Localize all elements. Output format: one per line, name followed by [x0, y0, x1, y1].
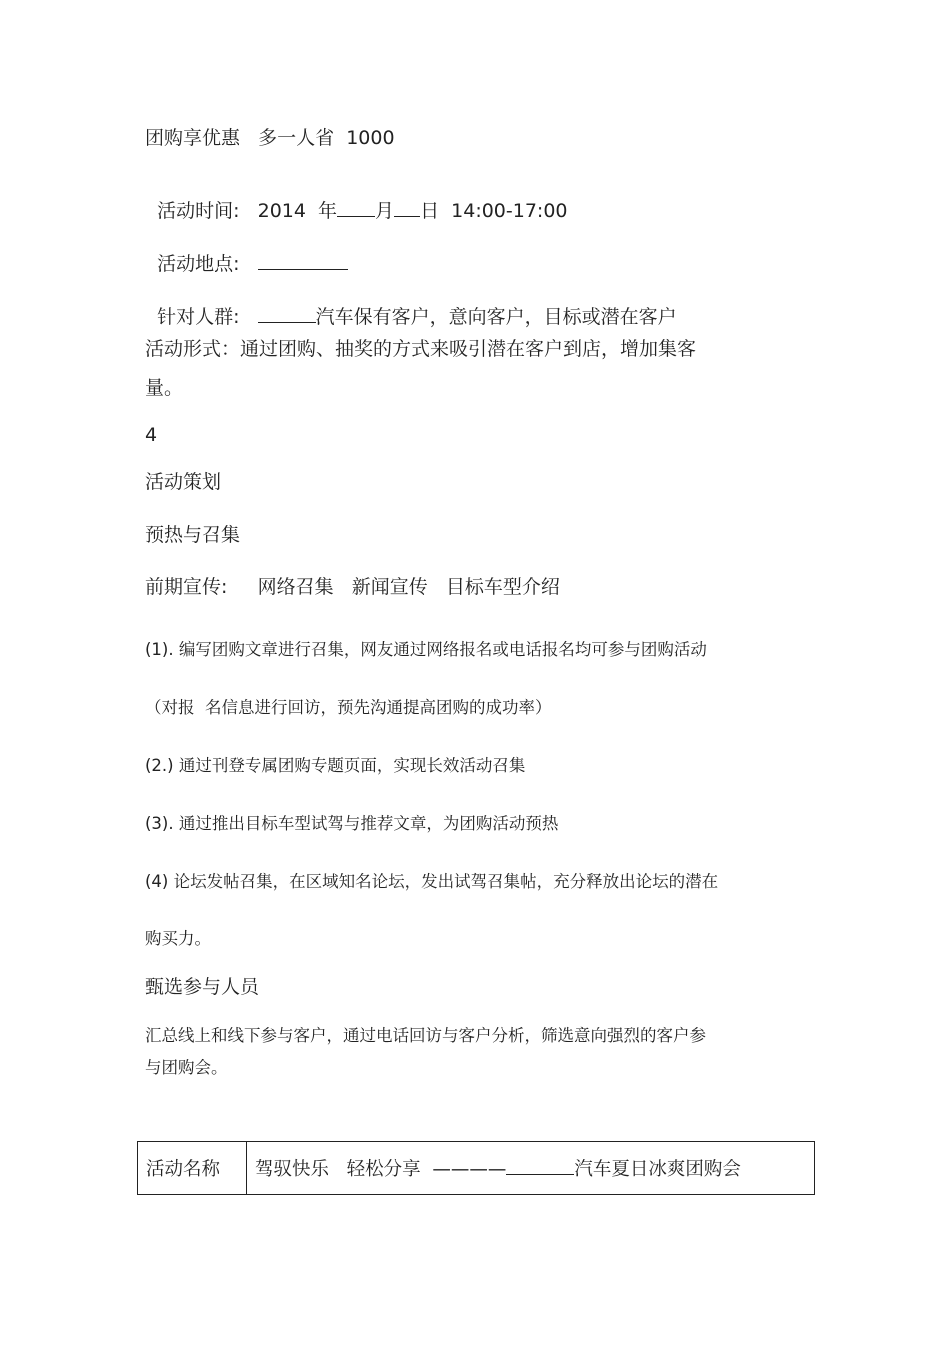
list-item-cont: 购买力。: [145, 929, 211, 948]
event-time-label: 活动时间: 2014 年: [157, 200, 338, 222]
event-format-line: 活动形式：通过团购、抽奖的方式来吸引潜在客户到店，增加集客: [145, 338, 697, 360]
subsection-heading: 甄选参与人员: [145, 976, 260, 998]
event-format-line-cont: 量。: [145, 377, 184, 399]
paragraph: 汇总线上和线下参与客户，通过电话回访与客户分析，筛选意向强烈的客户参: [145, 1026, 706, 1045]
audience-blank: [258, 306, 316, 323]
event-name-table: [137, 1141, 815, 1195]
event-location-line: [145, 234, 348, 274]
day-blank: [394, 200, 420, 217]
promotion-line: 前期宣传: 网络召集 新闻宣传 目标车型介绍: [145, 576, 560, 598]
section-heading: 活动策划: [145, 471, 222, 493]
target-audience-line: [145, 287, 677, 327]
subsection-heading: 预热与召集: [145, 524, 241, 546]
month-label: 月: [375, 200, 395, 222]
list-item: (2.) 通过刊登专属团购专题页面，实现长效活动召集: [145, 756, 526, 775]
discount-line: 团购享优惠 多一人省 1000: [145, 127, 395, 149]
table-row: [138, 1142, 815, 1195]
event-name-label-cell: 活动名称: [138, 1142, 247, 1195]
list-item: (1). 编写团购文章进行召集，网友通过网络报名或电话报名均可参与团购活动: [145, 640, 707, 659]
list-item: (3). 通过推出目标车型试驾与推荐文章，为团购活动预热: [145, 814, 559, 833]
paragraph-cont: 与团购会。: [145, 1058, 228, 1077]
target-audience-label: 针对人群:: [157, 306, 258, 328]
event-name-value-a: 驾驭快乐 轻松分享 ————: [255, 1159, 507, 1180]
target-audience-text: 汽车保有客户，意向客户，目标或潜在客户: [315, 306, 677, 328]
event-name-value-cell: [247, 1142, 815, 1195]
event-name-blank: [506, 1158, 574, 1175]
section-number: 4: [145, 424, 158, 446]
day-time-label: 日 14:00-17:00: [420, 200, 568, 222]
event-name-value-b: 汽车夏日冰爽团购会: [574, 1159, 741, 1180]
list-item: (4) 论坛发帖召集，在区域知名论坛，发出试驾召集帖，充分释放出论坛的潜在: [145, 872, 719, 891]
location-blank: [258, 253, 348, 270]
event-time-line: [145, 181, 568, 221]
month-blank: [337, 200, 375, 217]
list-item-cont: （对报 名信息进行回访，预先沟通提高团购的成功率）: [145, 698, 552, 717]
event-location-label: 活动地点:: [157, 253, 258, 275]
